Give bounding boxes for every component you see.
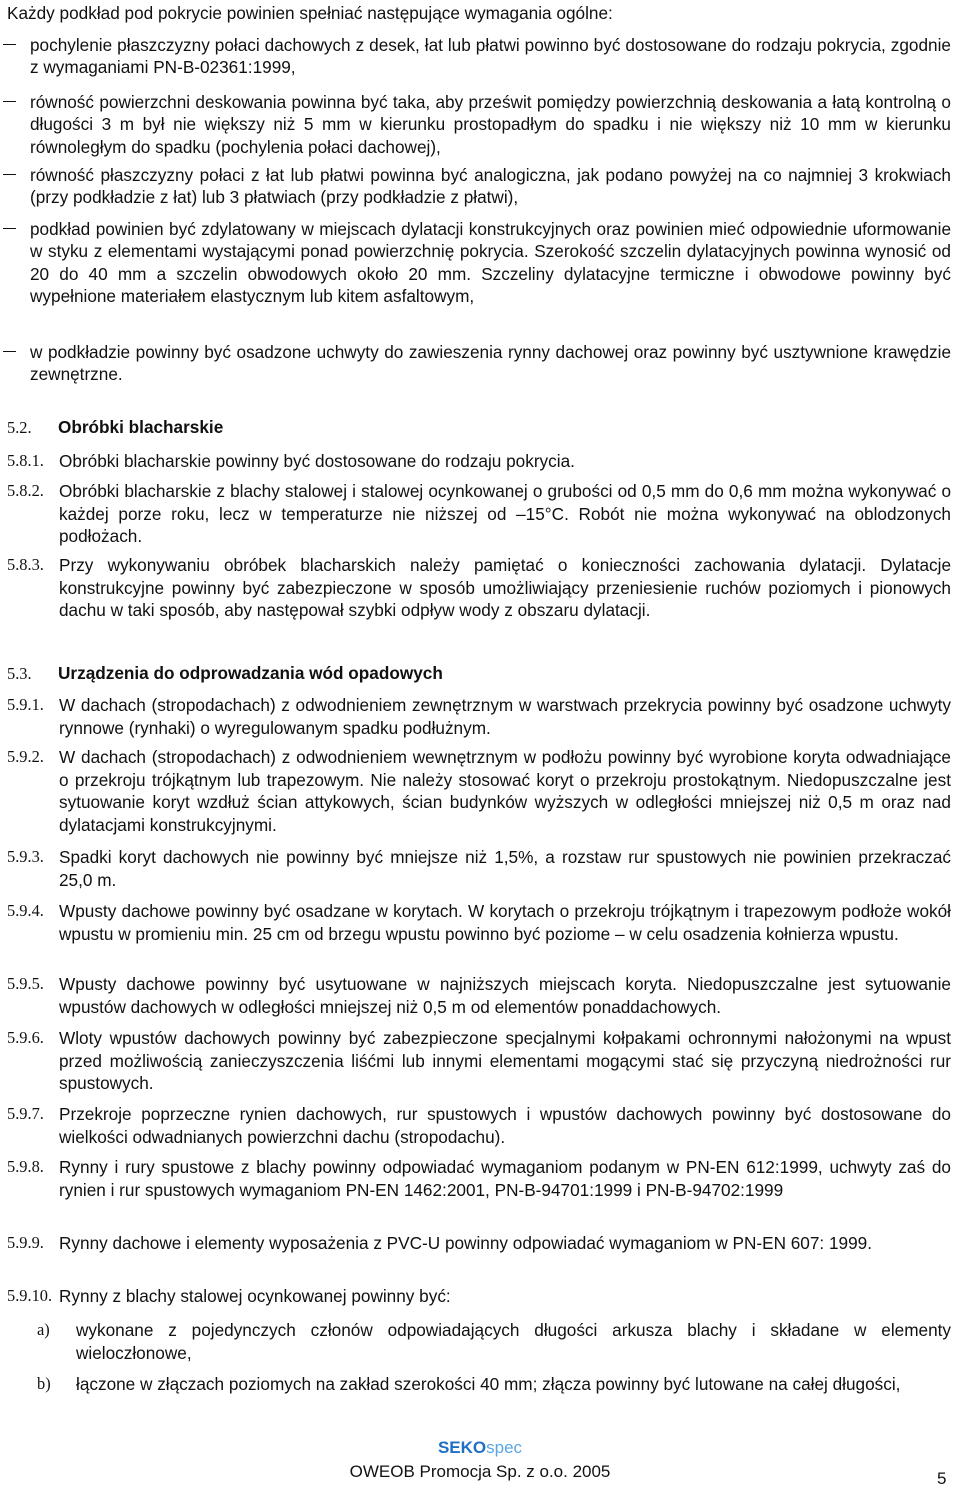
dash-bullet [3,101,16,102]
paragraph-text: Wloty wpustów dachowych powinny być zabezpieczone specjalnymi kołpakami ochronnymi nałożonymi na wpust przed możliwością zanieczyszczenia liśćmi lub innymi elementami mogącymi stać się przyczyną niedrożności rur spustowych. [59,1028,951,1093]
footer-logo [0,1438,960,1458]
section-number: 5.2. [7,418,32,437]
paragraph-number: 5.9.2. [7,747,44,766]
dash-bullet [3,44,16,45]
paragraph-text: W dachach (stropodachach) z odwodnieniem wewnętrznym w podłożu powinny być wyrobione koryta odwadniające o przekroju trójkątnym lub trapezowym. Nie należy stosować koryt o przekroju prostokątnym. Niedopuszczalne jest sytuowanie koryt wzdłuż ścian attykowych, ścian budynków wyższych w odległości mniejszej niż 0,5 m oraz nad dylatacjami konstrukcyjnymi. [59,747,951,835]
item-letter: a) [37,1320,50,1339]
paragraph-text: Rynny dachowe i elementy wyposażenia z PVC-U powinny odpowiadać wymaganiom w PN-EN 607: 1999. [59,1233,872,1253]
requirement-text: równość powierzchni deskowania powinna być taka, aby prześwit pomiędzy powierzchnią deskowania a łatą kontrolną o długości 3 m był nie większy niż 5 mm w kierunku prostopadłym do spadku i nie większy niż 10 mm w kierunku równoległym do spadku (pochylenia połaci dachowej), [30,92,951,157]
paragraph-text: Wpusty dachowe powinny być usytuowane w najniższych miejscach koryta. Niedopuszczalne jest sytuowanie wpustów dachowych w odległości mniejszej niż 0,5 m od elementów ponaddachowych. [59,974,951,1017]
paragraph-number: 5.8.2. [7,481,44,500]
dash-bullet [3,174,16,175]
paragraph-text: W dachach (stropodachach) z odwodnieniem zewnętrznym w warstwach przekrycia powinny być osadzone uchwyty rynnowe (rynhaki) o wyregulowanym spadku podłużnym. [59,695,951,738]
section-number: 5.3. [7,664,32,683]
logo-seko: SEKO [437,1438,487,1457]
paragraph-text: Przekroje poprzeczne rynien dachowych, rur spustowych i wpustów dachowych powinny być dostosowane do wielkości odwadnianych powierzchni dachu (stropodachu). [59,1104,951,1147]
paragraph-number: 5.9.5. [7,974,44,993]
intro-text: Każdy podkład pod pokrycie powinien spełniać następujące wymagania ogólne: [7,3,613,23]
requirement-text: pochylenie płaszczyzny połaci dachowych z desek, łat lub płatwi powinno być dostosowane do rodzaju pokrycia, zgodnie z wymaganiami PN-B-02361:1999, [30,35,951,78]
paragraph-number: 5.9.10. [7,1286,53,1305]
requirement-text: równość płaszczyzny połaci z łat lub płatwi powinna być analogiczna, jak podano powyżej na co najmniej 3 krokwiach (przy podkładzie z łat) lub 3 płatwiach (przy podkładzie z płatwi), [30,165,951,208]
item-text: łączone w złączach poziomych na zakład szerokości 40 mm; złącza powinny być lutowane na całej długości, [76,1374,901,1394]
item-letter: b) [37,1374,51,1393]
paragraph-number: 5.9.8. [7,1157,44,1176]
paragraph-number: 5.9.4. [7,901,44,920]
paragraph-text: Obróbki blacharskie powinny być dostosowane do rodzaju pokrycia. [59,451,575,471]
paragraph-number: 5.9.3. [7,847,44,866]
paragraph-text: Rynny i rury spustowe z blachy powinny odpowiadać wymaganiom podanym w PN-EN 612:1999, uchwyty zaś do rynien i rur spustowych wymaganiom PN-EN 1462:2001, PN-B-94701:1999 i PN-B-94702:1999 [59,1157,951,1200]
paragraph-number: 5.9.6. [7,1028,44,1047]
requirement-text: w podkładzie powinny być osadzone uchwyty do zawieszenia rynny dachowej oraz powinny być usztywnione krawędzie zewnętrzne. [30,342,951,385]
paragraph-text: Obróbki blacharskie z blachy stalowej i stalowej ocynkowanej o grubości od 0,5 mm do 0,6 mm można wykonywać o każdej porze roku, lecz w temperaturze nie niższej od –15°C. Robót nie można wykonywać na oblodzonych podłożach. [59,481,951,546]
section-title: Urządzenia do odprowadzania wód opadowych [58,663,443,683]
dash-bullet [3,228,16,229]
item-text: wykonane z pojedynczych członów odpowiadających długości arkusza blachy i składane w elementy wieloczłonowe, [76,1320,951,1363]
paragraph-number: 5.8.1. [7,451,44,470]
paragraph-text: Rynny z blachy stalowej ocynkowanej powinny być: [59,1286,451,1306]
paragraph-number: 5.9.1. [7,695,44,714]
dash-bullet [3,351,16,352]
requirement-text: podkład powinien być zdylatowany w miejscach dylatacji konstrukcyjnych oraz powinien mieć odpowiednie uformowanie w styku z elementami wystającymi ponad powierzchnię pokrycia. Szerokość szczelin dylatacyjnych powinna wynosić od 20 do 40 mm a szczelin obwodowych około 20 mm. Szczeliny dylatacyjne termiczne i obwodowe powinny być wypełnione materiałem elastycznym lub kitem asfaltowym, [30,219,951,306]
section-heading [7,416,223,439]
paragraph-text: Spadki koryt dachowych nie powinny być mniejsze niż 1,5%, a rozstaw rur spustowych nie powinien przekraczać 25,0 m. [59,847,951,890]
section-title: Obróbki blacharskie [58,417,224,437]
paragraph-number: 5.9.9. [7,1233,44,1252]
paragraph-text: Przy wykonywaniu obróbek blacharskich należy pamiętać o konieczności zachowania dylatacji. Dylatacje konstrukcyjne powinny być zabezpieczone w sposób umożliwiający przeniesienie ruchów poziomych i pionowych dachu w taki sposób, aby następował szybki odpływ wody z obszaru dylatacji. [59,555,951,620]
page-number: 5 [937,1469,947,1488]
logo-spec: spec [486,1438,523,1457]
paragraph-number: 5.9.7. [7,1104,44,1123]
footer-text: OWEOB Promocja Sp. z o.o. 2005 [349,1462,611,1481]
paragraph-number: 5.8.3. [7,555,44,574]
section-heading [7,662,443,685]
paragraph-text: Wpusty dachowe powinny być osadzane w korytach. W korytach o przekroju trójkątnym i trapezowym podłoże wokół wpustu w promieniu min. 25 cm od brzegu wpustu powinno być poziome – w celu osadzenia kołnierza wpustu. [59,901,951,944]
